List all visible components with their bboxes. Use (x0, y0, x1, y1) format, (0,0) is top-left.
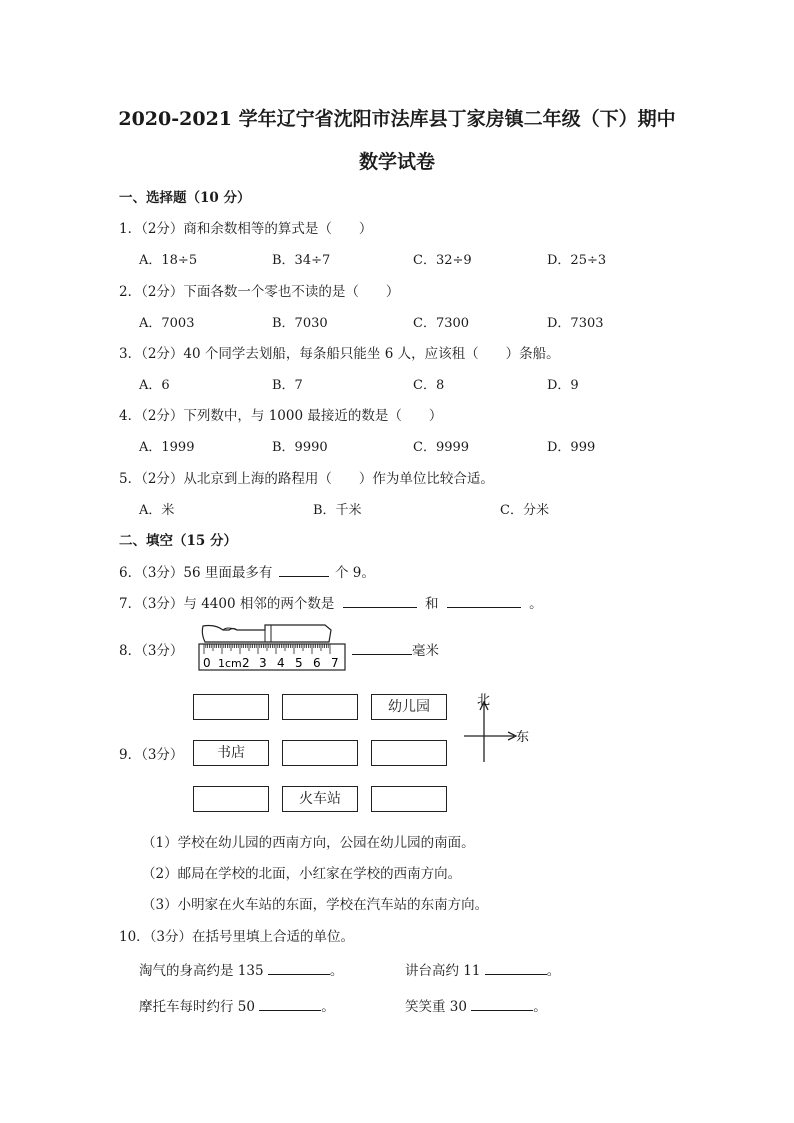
section-2-heading: 二、填空（15 分） (119, 533, 237, 549)
question-3-text: 3．（2分）40 个同学去划船，每条船只能坐 6 人，应该租（ ）条船。 (119, 346, 560, 362)
question-10-item-1-blank[interactable] (268, 960, 330, 975)
question-10-item-3 (139, 995, 335, 1015)
question-10-item-3-blank[interactable] (259, 996, 321, 1011)
title-line-2: 数学试卷 (358, 151, 435, 173)
ruler-label-4: 4 (277, 656, 285, 670)
question-4-option-c: C．9999 (413, 440, 470, 455)
question-9-prefix: 9．（3分） (119, 747, 184, 763)
question-1-option-d: D．25÷3 (547, 253, 607, 268)
question-10-item-4-suffix: 。 (533, 999, 547, 1015)
question-7-blank-1[interactable] (343, 593, 417, 608)
question-4-option-b: B．9990 (272, 440, 328, 455)
question-9-sub-3: （3）小明家在火车站的东面，学校在汽车站的东南方向。 (142, 897, 489, 913)
question-1-text: 1．（2分）商和余数相等的算式是（ ） (119, 221, 373, 237)
question-2-option-b: B．7030 (272, 316, 328, 331)
grid-cell-r1-c1[interactable] (193, 694, 269, 720)
question-6-suffix: 个 9。 (335, 565, 375, 581)
question-7-blank-2[interactable] (447, 593, 521, 608)
question-10-item-2-prefix: 讲台高约 11 (405, 963, 481, 979)
question-8-unit: 毫米 (412, 643, 439, 659)
question-8-answer (352, 639, 439, 659)
grid-cell-r1-c2[interactable] (282, 694, 358, 720)
compass-figure (460, 690, 535, 770)
section-1-heading: 一、选择题（10 分） (119, 190, 251, 206)
question-8-prefix: 8．（3分） (119, 643, 184, 659)
question-10-item-2-blank[interactable] (485, 960, 547, 975)
question-3-option-d: D．9 (547, 378, 579, 393)
grid-cell-r1-c3[interactable]: 幼儿园 (371, 694, 447, 720)
question-9-sub-1: （1）学校在幼儿园的西南方向，公园在幼儿园的南面。 (142, 835, 475, 851)
question-10-item-2-suffix: 。 (546, 963, 561, 979)
question-2-option-c: C．7300 (413, 316, 470, 331)
question-2-text: 2．（2分）下面各数一个零也不读的是（ ） (119, 284, 400, 300)
question-4-option-d: D．999 (547, 440, 596, 455)
question-10-item-3-suffix: 。 (321, 999, 335, 1015)
question-7-prefix: 7．（3分）与 4400 相邻的两个数是 (119, 596, 335, 612)
grid-cell-r2-c3[interactable] (371, 740, 447, 766)
question-4-option-a: A．1999 (139, 440, 195, 455)
question-7 (119, 592, 543, 612)
question-3-option-b: B．7 (272, 378, 303, 393)
ruler-label-0: 0 (203, 656, 211, 670)
question-9-sub-2: （2）邮局在学校的北面，小红家在学校的西南方向。 (142, 866, 462, 882)
question-5-option-b: B．千米 (313, 503, 362, 518)
ruler-label-5: 5 (295, 656, 303, 670)
grid-cell-r3-c2[interactable]: 火车站 (282, 786, 358, 812)
question-1-option-a: A．18÷5 (139, 253, 198, 268)
ruler-label-1cm: 1cm (218, 657, 242, 670)
question-10-item-1-suffix: 。 (329, 963, 344, 979)
question-4-text: 4．（2分）下列数中，与 1000 最接近的数是（ ） (119, 408, 443, 424)
question-1-option-c: C．32÷9 (413, 253, 472, 268)
question-10-item-2 (405, 959, 560, 979)
question-10-item-4-blank[interactable] (471, 996, 533, 1011)
title-line-1: 2020-2021 学年辽宁省沈阳市法库县丁家房镇二年级（下）期中 (118, 108, 676, 130)
question-5-option-c: C．分米 (500, 503, 549, 518)
question-10-item-4 (405, 995, 547, 1015)
ruler-label-6: 6 (313, 656, 321, 670)
question-1-option-b: B．34÷7 (272, 253, 331, 268)
question-10-item-3-prefix: 摩托车每时约行 50 (139, 999, 255, 1015)
question-2-option-a: A．7003 (139, 316, 195, 331)
question-2-option-d: D．7303 (547, 316, 604, 331)
question-10-item-1-prefix: 淘气的身高约是 135 (139, 963, 264, 979)
ruler-label-2: 2 (242, 656, 250, 670)
question-10-item-4-prefix: 笑笑重 30 (405, 999, 467, 1015)
grid-cell-r2-c2[interactable] (282, 740, 358, 766)
knife-icon (202, 625, 331, 642)
question-10-item-1 (139, 959, 343, 979)
compass-east-label: 东 (516, 730, 530, 745)
question-6-blank[interactable] (279, 562, 329, 577)
question-7-suffix: 。 (529, 596, 543, 612)
question-7-mid: 和 (424, 596, 439, 612)
question-3-option-a: A．6 (139, 378, 170, 393)
question-5-text: 5．（2分）从北京到上海的路程用（ ）作为单位比较合适。 (119, 471, 494, 487)
question-3-option-c: C．8 (413, 378, 445, 393)
ruler-label-7: 7 (331, 656, 339, 670)
question-6-prefix: 6．（3分）56 里面最多有 (119, 565, 273, 581)
grid-cell-r3-c3[interactable] (371, 786, 447, 812)
question-10-text: 10．（3分）在括号里填上合适的单位。 (119, 929, 355, 945)
compass-north-label: 北 (477, 693, 491, 708)
grid-cell-r3-c1[interactable] (193, 786, 269, 812)
question-5-option-a: A．米 (139, 503, 175, 518)
ruler-with-knife-figure (193, 622, 351, 672)
ruler-label-3: 3 (259, 656, 267, 670)
question-6 (119, 561, 375, 581)
grid-cell-r2-c1[interactable]: 书店 (193, 740, 269, 766)
question-8-blank[interactable] (352, 640, 412, 655)
